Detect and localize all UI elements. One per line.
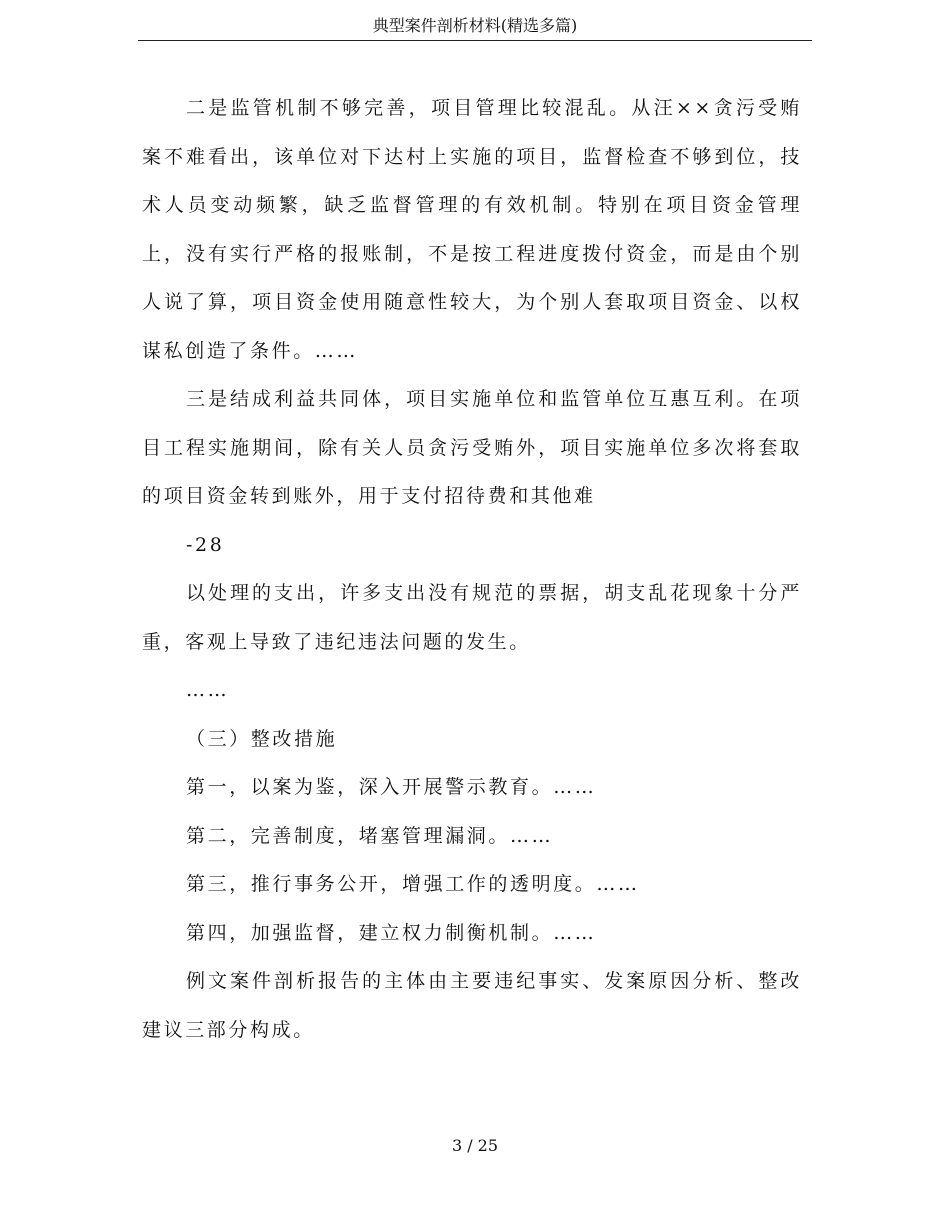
page-marker: -28 — [186, 533, 225, 556]
measure-item: 第一，以案为鉴，深入开展警示教育。…… — [186, 776, 597, 798]
paragraph-expenditure: 以处理的支出，许多支出没有规范的票据，胡支乱花现象十分严重，客观上导致了违纪违法问题的发生。 — [142, 582, 802, 653]
paragraph-summary: 例文案件剖析报告的主体由主要违纪事实、发案原因分析、整改建议三部分构成。 — [142, 970, 802, 1041]
header-title: 典型案件剖析材料(精选多篇) — [372, 16, 578, 35]
page-footer — [0, 1136, 950, 1155]
section-heading: （三）整改措施 — [186, 727, 338, 750]
page-number: 3 / 25 — [451, 1136, 499, 1155]
measure-item: 第三，推行事务公开，增强工作的透明度。…… — [186, 873, 640, 895]
ellipsis-line: …… — [186, 679, 230, 701]
paragraph-supervision: 二是监管机制不够完善，项目管理比较混乱。从汪××贪污受贿案不难看出，该单位对下达村上实施的项目，监督检查不够到位，技术人员变动频繁，缺乏监督管理的有效机制。特别在项目资金管理上，没有实行严格的报账制，不是按工程进度拨付资金，而是由个别人说了算，项目资金使用随意性较大，为个别人套取项目资金、以权谋私创造了条件。…… — [142, 97, 802, 362]
document-body — [142, 84, 802, 1054]
page-header — [138, 14, 812, 41]
paragraph-interest-community: 三是结成利益共同体，项目实施单位和监管单位互惠互利。在项目工程实施期间，除有关人员贪污受贿外，项目实施单位多次将套取的项目资金转到账外，用于支付招待费和其他难 — [142, 388, 802, 507]
measure-item: 第二，完善制度，堵塞管理漏洞。…… — [186, 824, 554, 847]
measure-item: 第四，加强监督，建立权力制衡机制。…… — [186, 921, 597, 944]
